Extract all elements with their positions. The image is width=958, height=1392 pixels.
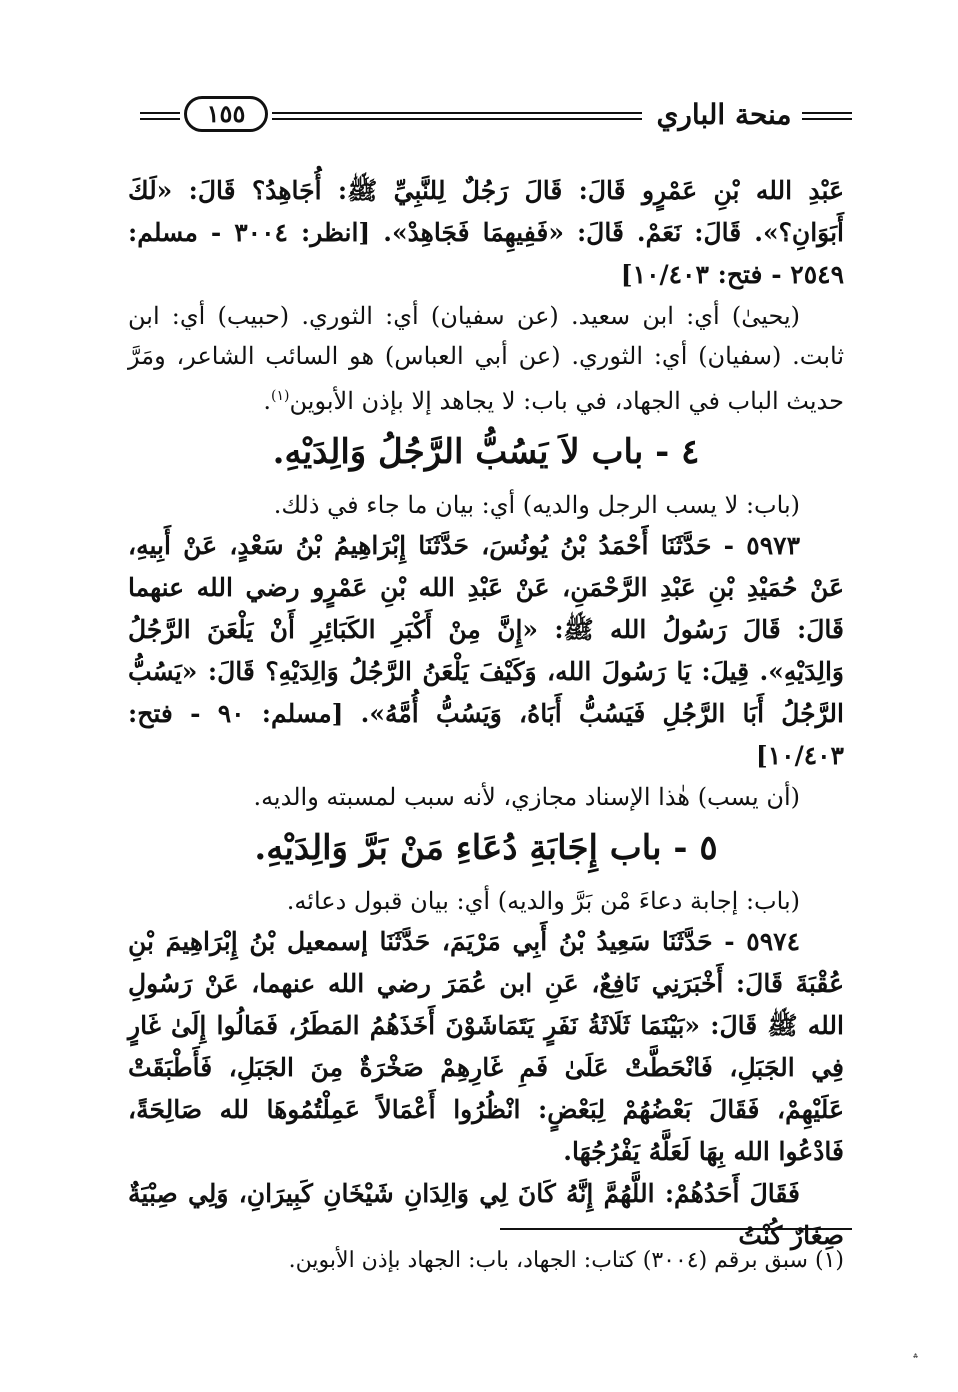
page-body: [128, 170, 844, 1257]
chapter-5-commentary: (باب: إجابة دعاءَ مْن بَرَّ والديه) أي: بيان قبول دعائه.: [286, 887, 800, 915]
commentary-paragraph: [128, 296, 844, 421]
commentary-end: .: [263, 387, 272, 415]
hadith-5973-commentary: (أن يسب) هٰذا الإسناد مجازي، لأنه سبب لمسبته والديه.: [253, 783, 800, 811]
page-header: [140, 92, 852, 142]
hadith-5974: ٥٩٧٤ - حَدَّثَنَا سَعِيدُ بْنُ أَبِي مَرْيَمَ، حَدَّثَنَا إسمعيل بْنُ إِبْرَاهِيمَ بْنِ عُقْبَةَ قَالَ: أَخْبَرَنِي نَافِعٌ، عَنِ ابن عُمَرَ رضي الله عنهما، عَنْ رَسُولِ الله ﷺ قَالَ: «بَيْنَمَا ثَلَاثَةُ نَفَرٍ يَتَمَاشَوْنَ أَخَذَهُمُ المَطَرُ، فَمَالُوا إِلَىٰ غَارٍ فِي الجَبَلِ، فَانْحَطَّتْ عَلَىٰ فَمِ غَارِهِمْ صَخْرَةٌ مِنَ الجَبَلِ، فَأَطْبَقَتْ عَلَيْهِمْ، فَقَالَ بَعْضُهُمْ لِبَعْضٍ: انْظُرُوا أَعْمَالاً عَمِلْتُمُوهَا لله صَالِحَةً، فَادْعُوا الله بِهَا لَعَلَّهُ يَفْرُجُهَا.: [128, 927, 844, 1166]
header-rule-right: [802, 112, 852, 120]
book-title: منحة الباري: [656, 98, 792, 131]
header-rule-left: [140, 112, 180, 120]
hadith-5973: ٥٩٧٣ - حَدَّثَنَا أَحْمَدُ بْنُ يُونُسَ، حَدَّثَنَا إِبْرَاهِيمُ بْنُ سَعْدٍ، عَنْ أَبِيهِ، عَنْ حُمَيْدِ بْنِ عَبْدِ الرَّحْمَنِ، عَنْ عَبْدِ الله بْنِ عَمْرٍو رضي الله عنهما قَالَ: قَالَ رَسُولُ الله ﷺ: «إِنَّ مِنْ أَكْبَرِ الكَبَائِرِ أَنْ يَلْعَنَ الرَّجُلُ وَالِدَيْهِ». قِيلَ: يَا رَسُولَ الله، وَكَيْفَ يَلْعَنُ الرَّجُلُ وَالِدَيْهِ؟ قَالَ: «يَسُبُّ الرَّجُلُ أَبَا الرَّجُلِ فَيَسُبُّ أَبَاهُ، وَيَسُبُّ أُمَّهُ». [مسلم: ٩٠ - فتح: ١٠/٤٠٣]: [128, 531, 844, 770]
footnote-marker: (١): [271, 388, 290, 404]
chapter-heading-4: ٤ - باب لاَ يَسُبُّ الرَّجُلُ وَالِدَيْهِ.: [272, 432, 700, 472]
hadith-5974-continuation: فَقَالَ أَحَدُهُمْ: اللَّهُمَّ إِنَّهُ كَانَ لِي وَالِدَانِ شَيْخَانِ كَبِيرَانِ، وَلِي صِبْيَةٌ صِغَارٌ كُنْتُ: [128, 1179, 844, 1250]
hadith-continuation: عَبْدِ الله بْنِ عَمْرٍو قَالَ: قَالَ رَجُلٌ لِلنَّبِيِّ ﷺ: أُجَاهِدُ؟ قَالَ: «لَكَ أَبَوَانِ؟». قَالَ: نَعَمْ. قَالَ: «فَفِيهِمَا فَجَاهِدْ». [انظر: ٣٠٠٤ - مسلم: ٢٥٤٩ - فتح: ١٠/٤٠٣]: [128, 176, 844, 289]
page-number: ١٥٥: [184, 96, 268, 132]
chapter-4-commentary: (باب: لا يسب الرجل والديه) أي: بيان ما جاء في ذلك.: [273, 491, 800, 519]
commentary-text: (يحيىٰ) أي: ابن سعيد. (عن سفيان) أي: الثوري. (حبيب) أي: ابن ثابت. (سفيان) أي: الثوري. (عن أبي العباس) هو السائب الشاعر، ومَرَّ حديث الباب في الجهاد، في باب: لا يجاهد إلا بإذن الأبوين: [128, 302, 844, 415]
header-rule-middle: [272, 112, 642, 120]
footnote-1: (١) سبق برقم (٣٠٠٤) كتاب: الجهاد، باب: الجهاد بإذن الأبوين.: [288, 1248, 844, 1273]
chapter-heading-5: ٥ - باب إِجَابَةِ دُعَاءِ مَنْ بَرَّ وَالِدَيْهِ.: [254, 828, 718, 868]
corner-mark: ؞: [912, 1352, 920, 1366]
footnote-separator: [500, 1228, 852, 1230]
